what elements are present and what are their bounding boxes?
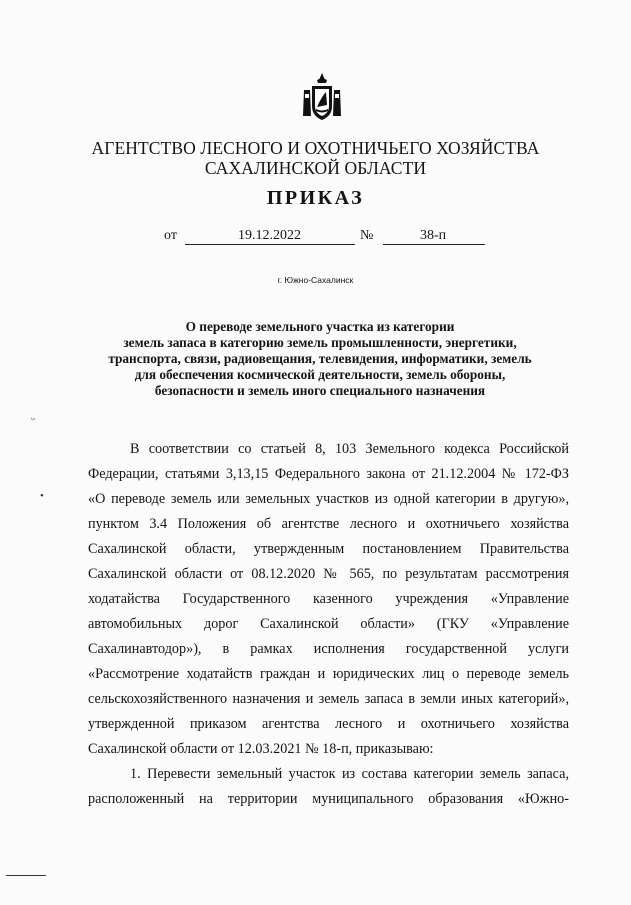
agency-name-line2: САХАЛИНСКОЙ ОБЛАСТИ [204, 158, 427, 178]
scan-mark: ᴗ [31, 413, 35, 422]
body-line: 1. Перевести земельный участок из состава категории земель запаса, [130, 766, 569, 782]
body-line: Федерации, статьями 3,13,15 Федерального закона от 21.12.2004 № 172-ФЗ [88, 466, 569, 482]
subject-line: для обеспечения космической деятельности, земель обороны, [134, 367, 506, 382]
scan-line-artifact [6, 875, 46, 876]
body-line: сельскохозяйственного назначения и земель запаса в земли иных категорий», [88, 691, 569, 707]
body-line: утвержденной приказом агентства лесного и охотничьего хозяйства [88, 716, 569, 732]
subject-line: О переводе земельного участка из категории [185, 319, 455, 334]
number-sign: № [360, 228, 374, 243]
document-title: ПРИКАЗ [266, 187, 365, 209]
agency-name-line1: АГЕНТСТВО ЛЕСНОГО И ОХОТНИЧЬЕГО ХОЗЯЙСТВА [91, 138, 540, 158]
body-line: Сахалинской области от 12.03.2021 № 18-п, приказываю: [88, 741, 434, 757]
date-prefix: от [164, 228, 177, 243]
body-line: Сахалинской области от 08.12.2020 № 565, по результатам рассмотрения [88, 566, 569, 582]
body-line: пунктом 3.4 Положения об агентстве лесного и охотничьего хозяйства [88, 516, 569, 532]
subject-line: транспорта, связи, радиовещания, телевидения, информатики, земель [108, 351, 532, 366]
body-line: ходатайства Государственного казенного учреждения «Управление [88, 591, 569, 607]
scan-mark: • [40, 490, 44, 502]
body-line: «Рассмотрение ходатайств граждан и юридических лиц о переводе земель [88, 666, 569, 682]
body-line: Сахалинавтодор»), в рамках исполнения государственной услуги [88, 641, 569, 657]
document-number: 38-п [420, 228, 447, 243]
body-line: автомобильных дорог Сахалинской области» (ГКУ «Управление [88, 616, 569, 632]
city-label: г. Южно-Сахалинск [277, 275, 354, 285]
date-underline [185, 244, 355, 245]
number-underline [383, 244, 485, 245]
body-line: Сахалинской области, утвержденным постановлением Правительства [88, 541, 569, 557]
document-date: 19.12.2022 [238, 228, 301, 243]
body-line: «О переводе земель или земельных участков из одной категории в другую», [88, 491, 569, 507]
coat-of-arms-emblem [300, 72, 344, 122]
subject-line: безопасности и земель иного специального назначения [154, 383, 486, 398]
subject-heading [100, 319, 540, 399]
body-line: расположенный на территории муниципального образования «Южно- [88, 791, 569, 807]
subject-line: земель запаса в категорию земель промышленности, энергетики, [123, 335, 517, 350]
body-line: В соответствии со статьей 8, 103 Земельного кодекса Российской [130, 441, 569, 457]
